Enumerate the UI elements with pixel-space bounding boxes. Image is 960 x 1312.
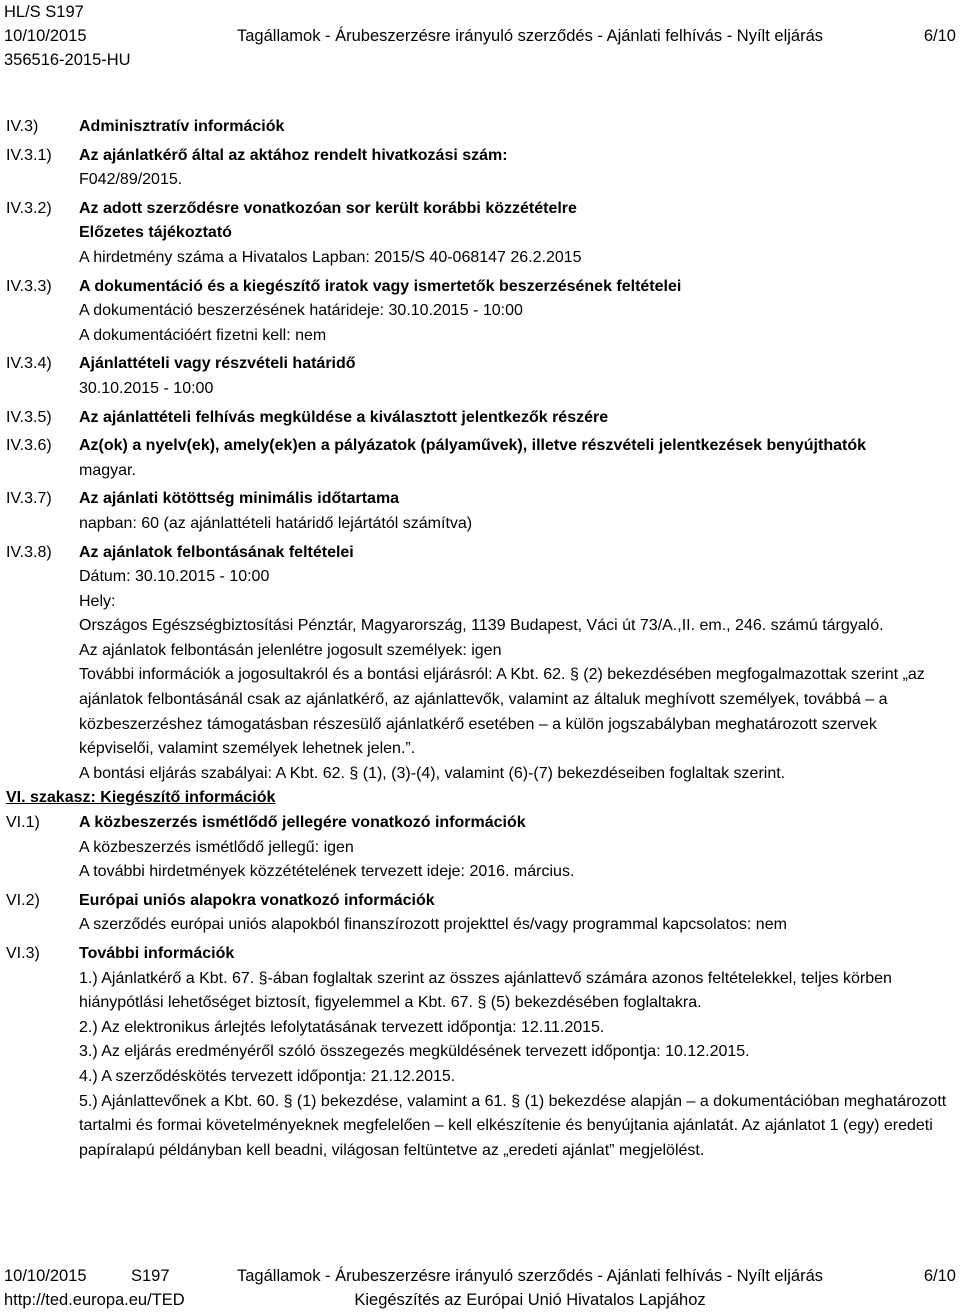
section-number: IV.3.3) — [6, 277, 52, 295]
section-line: A dokumentációért fizetni kell: nem — [79, 326, 327, 344]
section-iv36 — [0, 434, 960, 483]
section-iv34 — [0, 352, 960, 401]
section-line: magyar. — [79, 461, 136, 479]
section-number: IV.3) — [6, 118, 39, 135]
section-number: IV.3.2) — [6, 199, 52, 217]
section-line: napban: 60 (az ajánlattételi határidő lejártától számítva) — [79, 514, 473, 532]
section-line: Dátum: 30.10.2015 - 10:00 — [79, 568, 270, 586]
section-title: Európai uniós alapokra vonatkozó információk — [79, 891, 435, 909]
section-number: IV.3.8) — [6, 543, 52, 561]
section-number: VI.1) — [6, 814, 40, 832]
section-line: A hirdetmény száma a Hivatalos Lapban: 2015/S 40-068147 26.2.2015 — [79, 248, 582, 266]
section-vi2 — [0, 889, 960, 938]
footer-publication: Kiegészítés az Európai Unió Hivatalos Lapjához — [354, 1291, 706, 1309]
page-header — [4, 0, 956, 72]
section-line: A dokumentáció beszerzésének határideje: 30.10.2015 - 10:00 — [79, 302, 523, 320]
section-line: 4.) A szerződéskötés tervezett időpontja: 21.12.2015. — [79, 1067, 456, 1085]
section-title: Az ajánlattételi felhívás megküldése a kiválasztott jelentkezők részére — [79, 408, 609, 426]
reference-number: F042/89/2015. — [79, 171, 183, 189]
section-number: IV.3.5) — [6, 408, 52, 426]
section-vi1 — [0, 811, 960, 885]
header-title: Tagállamok - Árubeszerzésre irányuló szerződés - Ajánlati felhívás - Nyílt eljárás — [237, 27, 823, 45]
section-number: VI.2) — [6, 891, 40, 909]
section-iv3 — [0, 115, 960, 140]
header-page-number: 6/10 — [923, 27, 956, 45]
section-line: Országos Egészségbiztosítási Pénztár, Magyarország, 1139 Budapest, Váci út 73/A.,II. em., 246. számú tárgyaló. — [79, 617, 884, 635]
section-iv33 — [0, 275, 960, 349]
section-line: 5.) Ajánlattevőnek a Kbt. 60. § (1) bekezdése, valamint a 61. § (1) bekezdése alapján – a dokumentációban meghatározott tartalmi és formai követelményeknek megfelelően – kell elkészítenie és benyújtania ajánlatát. Az ajánlatot 1 (egy) eredeti papíralapú példányban kell beadni, világosan feltüntetve az „eredeti ajánlat” megjelölést. — [79, 1092, 947, 1159]
section-title: Az ajánlati kötöttség minimális időtartama — [79, 490, 400, 508]
section-title: Ajánlattételi vagy részvételi határidő — [79, 355, 356, 373]
section-number: IV.3.6) — [6, 437, 52, 455]
section-line: 1.) Ajánlatkérő a Kbt. 67. §-ában foglaltak szerint az összes ajánlattevő számára azonos feltételekkel, teljes körben hiánypótlási lehetőséget biztosít, figyelemmel a Kbt. 67. § (5) bekezdésében foglaltakra. — [79, 969, 892, 1012]
section-line: Az ajánlatok felbontásán jelenlétre jogosult személyek: igen — [79, 641, 502, 659]
section-title: Az ajánlatok felbontásának feltételei — [79, 543, 354, 561]
notice-id: 356516-2015-HU — [4, 51, 131, 69]
section-iv37 — [0, 487, 960, 536]
section-line: A további hirdetmények közzétételének tervezett ideje: 2016. március. — [79, 863, 575, 881]
section-iv38 — [0, 541, 960, 787]
section-line: További információk a jogosultakról és a bontási eljárásról: A Kbt. 62. § (2) bekezdésében megfogalmazottak szerint „az ajánlatok felbontásánál csak az ajánlatkérő, az ajánlattevők, valamint az általuk meghívott személyek, továbbá – a közbeszerzéshez támogatásban részesülő ajánlatkérő esetében – a külön jogszabályban meghatározott szervek képviselői, valamint személyek lehetnek jelen.”. — [79, 666, 925, 758]
section-vi-heading: VI. szakasz: Kiegészítő információk — [6, 789, 276, 807]
section-title: Adminisztratív információk — [79, 118, 285, 135]
section-number: IV.3.1) — [6, 146, 52, 164]
footer-title: Tagállamok - Árubeszerzésre irányuló szerződés - Ajánlati felhívás - Nyílt eljárás — [237, 1267, 823, 1285]
section-line: A közbeszerzés ismétlődő jellegű: igen — [79, 838, 354, 856]
section-title: Az ajánlatkérő által az aktához rendelt hivatkozási szám: — [79, 146, 508, 164]
footer-page-number: 6/10 — [923, 1267, 956, 1285]
section-title: További információk — [79, 945, 235, 962]
footer-url: http://ted.europa.eu/TED — [4, 1291, 185, 1309]
section-line: 30.10.2015 - 10:00 — [79, 379, 214, 397]
footer-series: S197 — [131, 1267, 170, 1285]
header-date: 10/10/2015 — [4, 27, 87, 45]
section-line: A szerződés európai uniós alapokból finanszírozott projekttel és/vagy programmal kapcsolatos: nem — [79, 916, 787, 934]
section-number: VI.3) — [6, 945, 40, 962]
section-iv31 — [0, 144, 960, 193]
section-vi3 — [0, 942, 960, 1163]
footer-date: 10/10/2015 — [4, 1267, 87, 1285]
section-title: Az(ok) a nyelv(ek), amely(ek)en a pályázatok (pályaművek), illetve részvételi jelentkezések benyújthatók — [79, 437, 866, 455]
section-number: IV.3.4) — [6, 355, 52, 373]
section-line: A bontási eljárás szabályai: A Kbt. 62. § (1), (3)-(4), valamint (6)-(7) bekezdéseiben foglaltak szerint. — [79, 764, 786, 782]
document-body — [0, 115, 960, 1163]
doc-code: HL/S S197 — [4, 3, 84, 21]
section-title: A dokumentáció és a kiegészítő iratok vagy ismertetők beszerzésének feltételei — [79, 277, 682, 295]
page-footer — [4, 1264, 956, 1312]
section-iv32 — [0, 197, 960, 271]
section-title: A közbeszerzés ismétlődő jellegére vonatkozó információk — [79, 814, 526, 832]
section-title: Az adott szerződésre vonatkozóan sor került korábbi közzétételre — [79, 199, 577, 217]
section-line: 2.) Az elektronikus árlejtés lefolytatásának tervezett időpontja: 12.11.2015. — [79, 1018, 605, 1036]
section-subtitle: Előzetes tájékoztató — [79, 224, 232, 242]
section-line: 3.) Az eljárás eredményéről szóló összegezés megküldésének tervezett időpontja: 10.12.2015. — [79, 1043, 750, 1061]
section-iv35 — [0, 406, 960, 431]
section-number: IV.3.7) — [6, 490, 52, 508]
section-line: Hely: — [79, 592, 116, 610]
